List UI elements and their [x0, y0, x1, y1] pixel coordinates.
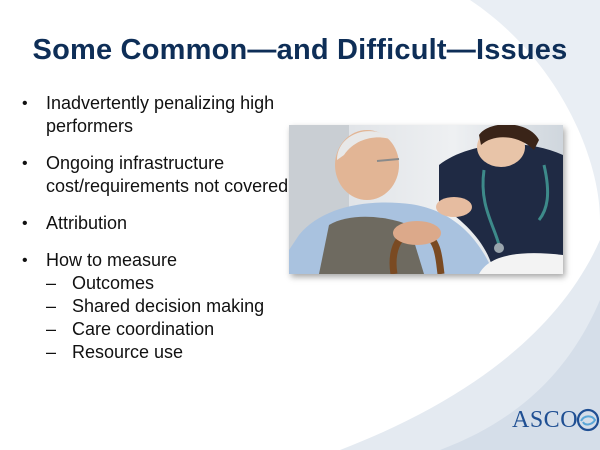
- bullet-text: Ongoing infrastructure cost/requirements not covered: [46, 153, 289, 196]
- bullet-text: Attribution: [46, 213, 128, 233]
- sub-bullet-item: [46, 341, 312, 364]
- asco-swirl-icon: [575, 407, 600, 433]
- bullet-dot: •: [22, 155, 28, 172]
- dash-marker: –: [46, 319, 57, 339]
- dash-marker: –: [46, 273, 57, 293]
- nurse-patient-photo: [289, 125, 563, 274]
- asco-logo: [512, 405, 600, 435]
- bullet-text: How to measure: [46, 250, 178, 270]
- sub-bullet-text: Outcomes: [72, 273, 155, 293]
- bullet-list: [22, 92, 312, 378]
- dash-marker: –: [46, 296, 57, 316]
- bullet-item: [22, 212, 312, 235]
- bullet-item: [22, 92, 312, 138]
- sub-bullet-item: [46, 272, 312, 295]
- bullet-dot: •: [22, 215, 28, 232]
- sub-bullet-item: [46, 295, 312, 318]
- sub-bullet-list: [46, 272, 312, 364]
- dash-marker: –: [46, 342, 57, 362]
- bullet-item: [22, 249, 312, 364]
- bullet-item: [22, 152, 312, 198]
- sub-bullet-text: Resource use: [72, 342, 184, 362]
- sub-bullet-text: Care coordination: [72, 319, 215, 339]
- bullet-dot: •: [22, 95, 28, 112]
- bullet-text: Inadvertently penalizing high performers: [46, 93, 275, 136]
- slide-title: Some Common—and Difficult—Issues: [32, 34, 568, 66]
- logo-text: ASCO: [512, 406, 579, 433]
- bullet-dot: •: [22, 252, 28, 269]
- sub-bullet-item: [46, 318, 312, 341]
- sub-bullet-text: Shared decision making: [72, 296, 265, 316]
